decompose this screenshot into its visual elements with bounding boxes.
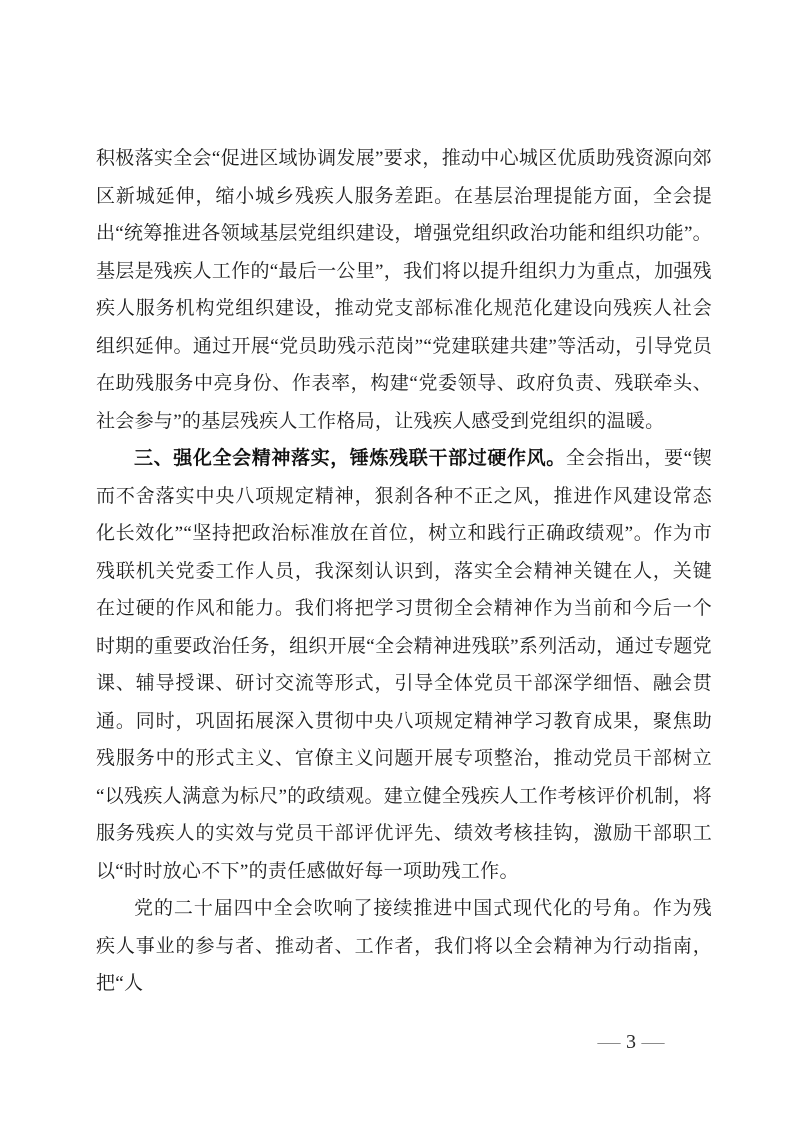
paragraph-section-three: [96, 440, 712, 890]
document-body: [96, 140, 712, 1003]
paragraph-continuation: 积极落实全会“促进区域协调发展”要求，推动中心城区优质助残资源向郊区新城延伸，缩小城乡残疾人服务差距。在基层治理提能方面，全会提出“统筹推进各领域基层党组织建设，增强党组织政治功能和组织功能”。基层是残疾人工作的“最后一公里”，我们将以提升组织力为重点，加强残疾人服务机构党组织建设，推动党支部标准化规范化建设向残疾人社会组织延伸。通过开展“党员助残示范岗”“党建联建共建”等活动，引导党员在助残服务中亮身份、作表率，构建“党委领导、政府负责、残联牵头、社会参与”的基层残疾人工作格局，让残疾人感受到党组织的温暖。: [96, 148, 712, 432]
section-three-heading: 三、强化全会精神落实，锤炼残联干部过硬作风。: [134, 448, 566, 469]
page-number-dash-left: —: [597, 1031, 621, 1053]
page-number-value: 3: [626, 1031, 636, 1053]
page-number: [599, 1030, 663, 1054]
section-three-text: 全会指出，要“锲而不舍落实中央八项规定精神，狠刹各种不正之风，推进作风建设常态化长效化”“坚持把政治标准放在首位，树立和践行正确政绩观”。作为市残联机关党委工作人员，我深刻认识到，落实全会精神关键在人，关键在过硬的作风和能力。我们将把学习贯彻全会精神作为当前和今后一个时期的重要政治任务，组织开展“全会精神进残联”系列活动，通过专题党课、辅导授课、研讨交流等形式，引导全体党员干部深学细悟、融会贯通。同时，巩固拓展深入贯彻中央八项规定精神学习教育成果，聚焦助残服务中的形式主义、官僚主义问题开展专项整治，推动党员干部树立“以残疾人满意为标尺”的政绩观。建立健全残疾人工作考核评价机制，将服务残疾人的实效与党员干部评优评先、绩效考核挂钩，激励干部职工以“时时放心不下”的责任感做好每一项助残工作。: [96, 448, 712, 882]
paragraph-closing: 党的二十届四中全会吹响了接续推进中国式现代化的号角。作为残疾人事业的参与者、推动者、工作者，我们将以全会精神为行动指南，把“人: [96, 898, 712, 994]
page-number-dash-right: —: [641, 1031, 665, 1053]
